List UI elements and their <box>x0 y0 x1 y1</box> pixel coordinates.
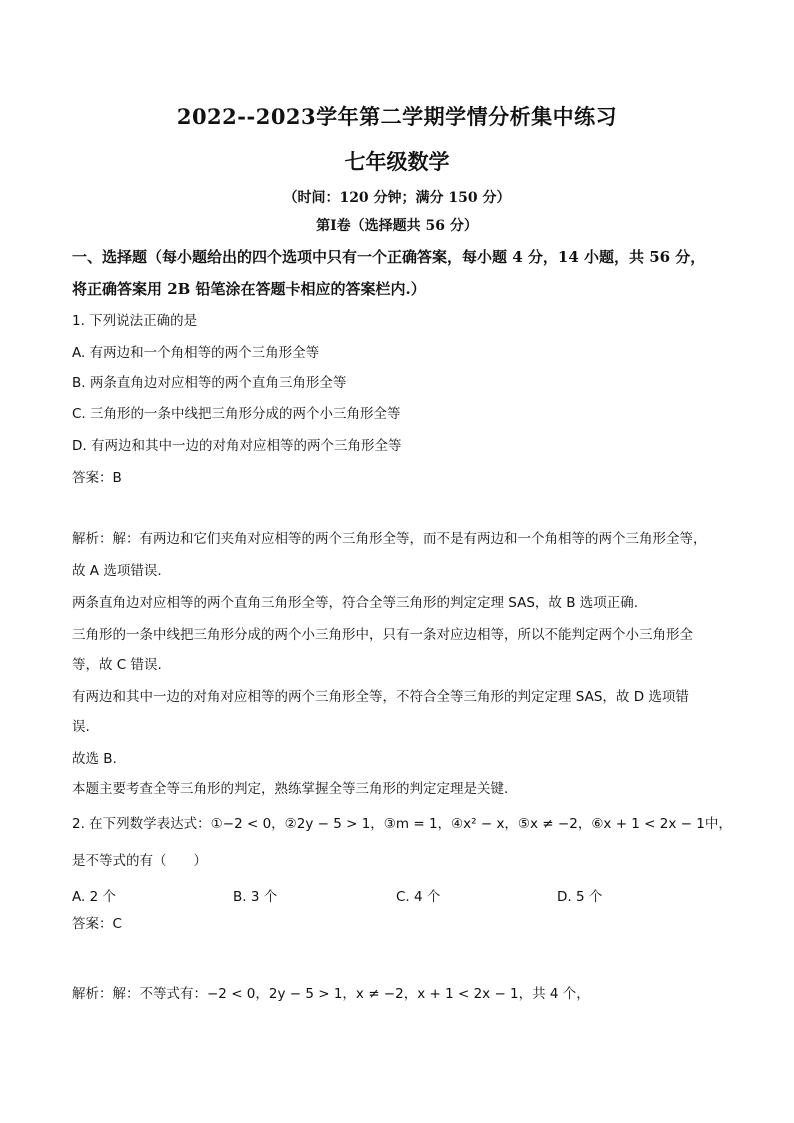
question-2-stem-2: 是不等式的有（ ） <box>72 853 207 869</box>
question-2-option-b: B. 3 个 <box>233 889 278 905</box>
volume-heading: 第Ⅰ卷（选择题共 56 分） <box>316 218 478 234</box>
question-2-stem: 2. 在下列数学表达式：①−2 < 0，②2y − 5 > 1，③m = 1，④x² − x，⑤x ≠ −2，⑥x + 1 < 2x − 1中， <box>72 816 732 832</box>
question-1-explanation-4: 三角形的一条中线把三角形分成的两个小三角形中，只有一条对应边相等，所以不能判定两个小三角形全 <box>72 627 693 643</box>
section-heading-line2: 将正确答案用 2B 铅笔涂在答题卡相应的答案栏内.） <box>72 280 426 298</box>
question-1-stem: 1. 下列说法正确的是 <box>72 313 198 329</box>
question-1-option-b: B. 两条直角边对应相等的两个直角三角形全等 <box>72 375 347 391</box>
exam-meta: （时间：120 分钟；满分 150 分） <box>283 190 511 206</box>
question-2-option-d: D. 5 个 <box>557 889 603 905</box>
question-1-answer: 答案：B <box>72 470 122 486</box>
question-1-explanation-7: 误. <box>72 719 90 735</box>
question-2-explanation-1: 解析：解：不等式有：−2 < 0，2y − 5 > 1，x ≠ −2，x + 1 < 2x − 1，共 4 个， <box>72 986 590 1002</box>
question-1-explanation-2: 故 A 选项错误. <box>72 563 162 579</box>
question-1-explanation-8: 故选 B. <box>72 751 117 767</box>
question-1-explanation-1: 解析：解：有两边和它们夹角对应相等的两个三角形全等，而不是有两边和一个角相等的两个三角形全等， <box>72 531 707 547</box>
question-2-option-c: C. 4 个 <box>396 889 441 905</box>
question-2-answer: 答案：C <box>72 916 122 932</box>
question-1-explanation-5: 等，故 C 错误. <box>72 657 162 673</box>
section-heading-line1: 一、选择题（每小题给出的四个选项中只有一个正确答案，每小题 4 分，14 小题，共 56 分， <box>72 248 706 266</box>
exam-title: 2022--2023学年第二学期学情分析集中练习 <box>176 104 618 129</box>
question-1-explanation-9: 本题主要考查全等三角形的判定，熟练掌握全等三角形的判定定理是关键. <box>72 781 509 797</box>
question-1-option-a: A. 有两边和一个角相等的两个三角形全等 <box>72 345 320 361</box>
question-1-option-d: D. 有两边和其中一边的对角对应相等的两个三角形全等 <box>72 438 402 454</box>
question-1-explanation-6: 有两边和其中一边的对角对应相等的两个三角形全等，不符合全等三角形的判定定理 SAS，故 D 选项错 <box>72 689 689 705</box>
question-1-explanation-3: 两条直角边对应相等的两个直角三角形全等，符合全等三角形的判定定理 SAS，故 B 选项正确. <box>72 595 639 611</box>
question-1-option-c: C. 三角形的一条中线把三角形分成的两个小三角形全等 <box>72 406 401 422</box>
question-2-option-a: A. 2 个 <box>72 889 116 905</box>
exam-subtitle: 七年级数学 <box>344 149 450 174</box>
